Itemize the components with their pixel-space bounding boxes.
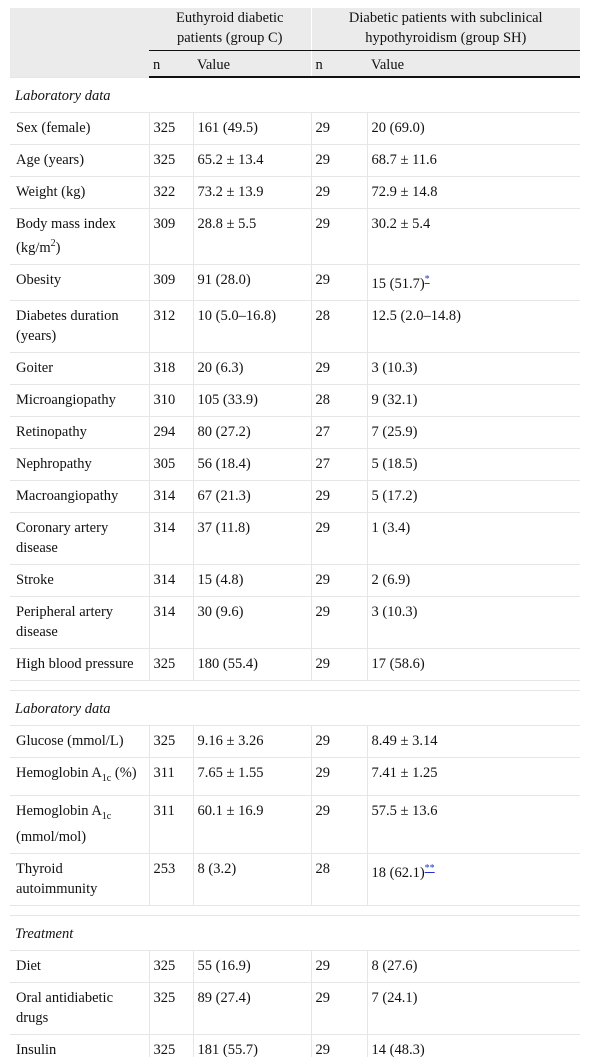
value-cell-c: 91 (28.0) (193, 264, 311, 300)
n-cell-sh: 28 (311, 300, 367, 352)
value-text-sh: 8.49 ± 3.14 (371, 732, 438, 749)
value-text-sh: 72.9 ± 14.8 (371, 184, 438, 200)
spacer-cell (10, 680, 580, 690)
row-label: Macroangiopathy (10, 480, 149, 512)
row-label-suffix: (mmol/mol) (16, 828, 87, 845)
value-cell-c: 10 (5.0–16.8) (193, 300, 311, 352)
value-cell-c: 161 (49.5) (193, 113, 311, 145)
row-label-text: Hemoglobin A (16, 764, 102, 781)
row-label (10, 757, 149, 795)
row-label: Diabetes duration (years) (10, 300, 149, 352)
n-cell-sh: 29 (311, 648, 367, 680)
n-cell-sh: 29 (311, 757, 367, 795)
footnote-link[interactable]: * (424, 273, 430, 285)
table-row (10, 448, 580, 480)
value-cell-c: 28.8 ± 5.5 (193, 209, 311, 265)
n-cell-c: 325 (149, 725, 193, 757)
value-cell-c: 8 (3.2) (193, 853, 311, 905)
n-cell-sh: 27 (311, 448, 367, 480)
row-label (10, 209, 149, 265)
table-row (10, 177, 580, 209)
row-label: Goiter (10, 352, 149, 384)
value-text-sh: 7.41 ± 1.25 (371, 764, 438, 781)
n-cell-c: 294 (149, 416, 193, 448)
value-cell-sh (367, 853, 580, 905)
n-cell-c: 314 (149, 512, 193, 564)
section-title: Treatment (10, 915, 580, 950)
row-label: High blood pressure (10, 648, 149, 680)
n-cell-c: 309 (149, 209, 193, 265)
row-label: Sex (female) (10, 113, 149, 145)
value-text-sh: 3 (10.3) (371, 603, 418, 620)
value-header-sh: Value (367, 51, 580, 78)
value-cell-sh (367, 264, 580, 300)
table-row (10, 384, 580, 416)
value-cell-c: 20 (6.3) (193, 352, 311, 384)
table-row (10, 512, 580, 564)
n-cell-sh: 29 (311, 982, 367, 1034)
value-text-sh: 20 (69.0) (371, 120, 425, 136)
value-text-sh: 5 (18.5) (371, 455, 418, 472)
section-title: Laboratory data (10, 690, 580, 725)
value-text-sh: 9 (32.1) (371, 391, 418, 408)
table-row (10, 950, 580, 982)
row-label-text: Body mass index (kg/m (16, 216, 116, 256)
table-row (10, 300, 580, 352)
group-sh-header: Diabetic patients with subclinical hypothyroidism (group SH) (311, 8, 580, 51)
value-cell-c: 80 (27.2) (193, 416, 311, 448)
table-body (10, 77, 580, 1057)
table-row (10, 480, 580, 512)
section-row (10, 690, 580, 725)
n-cell-sh: 29 (311, 795, 367, 853)
patient-characteristics-table (10, 8, 580, 1057)
value-text-sh: 15 (51.7) (371, 275, 425, 292)
section-spacer (10, 905, 580, 915)
value-text-sh: 68.7 ± 11.6 (371, 152, 437, 168)
value-cell-sh (367, 416, 580, 448)
value-text-sh: 17 (58.6) (371, 655, 425, 672)
value-cell-sh (367, 113, 580, 145)
spacer-cell (10, 905, 580, 915)
table-row (10, 113, 580, 145)
value-cell-c: 89 (27.4) (193, 982, 311, 1034)
row-label: Thyroid autoimmunity (10, 853, 149, 905)
n-cell-sh: 29 (311, 512, 367, 564)
value-text-sh: 30.2 ± 5.4 (371, 216, 431, 232)
value-cell-sh (367, 757, 580, 795)
section-row (10, 915, 580, 950)
n-cell-sh: 29 (311, 950, 367, 982)
table-row (10, 648, 580, 680)
n-cell-c: 305 (149, 448, 193, 480)
n-cell-sh: 29 (311, 352, 367, 384)
row-label: Stroke (10, 564, 149, 596)
value-cell-sh (367, 795, 580, 853)
value-cell-sh (367, 950, 580, 982)
section-title: Laboratory data (10, 77, 580, 113)
table-row (10, 982, 580, 1034)
table-row (10, 853, 580, 905)
n-cell-c: 311 (149, 795, 193, 853)
value-cell-c: 180 (55.4) (193, 648, 311, 680)
table-header (10, 8, 580, 77)
n-cell-c: 325 (149, 113, 193, 145)
n-cell-c: 325 (149, 648, 193, 680)
row-label: Weight (kg) (10, 177, 149, 209)
n-cell-c: 325 (149, 950, 193, 982)
value-text-sh: 57.5 ± 13.6 (371, 802, 438, 819)
value-cell-c: 67 (21.3) (193, 480, 311, 512)
value-cell-c: 55 (16.9) (193, 950, 311, 982)
row-label: Retinopathy (10, 416, 149, 448)
n-cell-sh: 29 (311, 480, 367, 512)
value-text-sh: 8 (27.6) (371, 957, 418, 974)
n-cell-c: 325 (149, 1034, 193, 1057)
value-cell-sh (367, 725, 580, 757)
n-cell-c: 314 (149, 596, 193, 648)
n-header-c: n (149, 51, 193, 78)
value-cell-sh (367, 1034, 580, 1057)
value-cell-c: 73.2 ± 13.9 (193, 177, 311, 209)
value-cell-sh (367, 177, 580, 209)
n-cell-sh: 29 (311, 113, 367, 145)
value-cell-c: 65.2 ± 13.4 (193, 145, 311, 177)
table-row (10, 795, 580, 853)
table-row (10, 596, 580, 648)
value-header-c: Value (193, 51, 311, 78)
value-cell-c: 56 (18.4) (193, 448, 311, 480)
n-cell-sh: 29 (311, 145, 367, 177)
row-label: Nephropathy (10, 448, 149, 480)
header-blank-cell (10, 8, 149, 77)
n-cell-c: 322 (149, 177, 193, 209)
n-cell-sh: 28 (311, 853, 367, 905)
value-text-sh: 18 (62.1) (371, 864, 425, 881)
value-cell-sh (367, 596, 580, 648)
group-c-header: Euthyroid diabetic patients (group C) (149, 8, 311, 51)
row-label-superscript: 2 (50, 238, 56, 249)
table-row (10, 416, 580, 448)
value-cell-sh (367, 564, 580, 596)
n-cell-sh: 29 (311, 177, 367, 209)
section-spacer (10, 680, 580, 690)
row-label: Obesity (10, 264, 149, 300)
n-cell-c: 314 (149, 564, 193, 596)
row-label-subscript: 1c (101, 772, 112, 784)
value-cell-sh (367, 300, 580, 352)
table-row (10, 209, 580, 265)
table-row (10, 264, 580, 300)
value-cell-c: 30 (9.6) (193, 596, 311, 648)
value-cell-sh (367, 480, 580, 512)
value-cell-c: 7.65 ± 1.55 (193, 757, 311, 795)
value-cell-c: 60.1 ± 16.9 (193, 795, 311, 853)
value-text-sh: 12.5 (2.0–14.8) (371, 307, 461, 324)
row-label: Diet (10, 950, 149, 982)
table-row (10, 757, 580, 795)
value-cell-c: 15 (4.8) (193, 564, 311, 596)
value-cell-sh (367, 352, 580, 384)
row-label (10, 795, 149, 853)
value-text-sh: 3 (10.3) (371, 359, 418, 376)
table-row (10, 145, 580, 177)
value-cell-sh (367, 448, 580, 480)
n-cell-c: 314 (149, 480, 193, 512)
n-cell-c: 309 (149, 264, 193, 300)
table-row (10, 725, 580, 757)
value-cell-sh (367, 209, 580, 265)
value-cell-c: 37 (11.8) (193, 512, 311, 564)
n-cell-sh: 29 (311, 264, 367, 300)
n-cell-c: 310 (149, 384, 193, 416)
row-label-suffix: (%) (111, 764, 137, 781)
value-text-sh: 14 (48.3) (371, 1041, 425, 1057)
row-label-text: Hemoglobin A (16, 802, 102, 819)
row-label-suffix: ) (55, 239, 61, 256)
row-label: Insulin (10, 1034, 149, 1057)
value-text-sh: 2 (6.9) (371, 571, 411, 588)
n-cell-c: 325 (149, 145, 193, 177)
row-label-subscript: 1c (101, 810, 112, 822)
value-cell-sh (367, 982, 580, 1034)
value-text-sh: 7 (25.9) (371, 423, 418, 440)
table-row (10, 564, 580, 596)
value-cell-sh (367, 512, 580, 564)
row-label: Peripheral artery disease (10, 596, 149, 648)
n-cell-sh: 29 (311, 564, 367, 596)
n-cell-c: 253 (149, 853, 193, 905)
n-header-sh: n (311, 51, 367, 78)
n-cell-sh: 29 (311, 725, 367, 757)
n-cell-sh: 29 (311, 596, 367, 648)
table-row (10, 352, 580, 384)
value-text-sh: 7 (24.1) (371, 989, 418, 1006)
value-cell-c: 105 (33.9) (193, 384, 311, 416)
value-cell-c: 181 (55.7) (193, 1034, 311, 1057)
row-label: Age (years) (10, 145, 149, 177)
row-label: Oral antidiabetic drugs (10, 982, 149, 1034)
value-cell-c: 9.16 ± 3.26 (193, 725, 311, 757)
n-cell-sh: 27 (311, 416, 367, 448)
value-cell-sh (367, 145, 580, 177)
footnote-link[interactable]: ** (424, 862, 435, 874)
n-cell-c: 325 (149, 982, 193, 1034)
value-cell-sh (367, 648, 580, 680)
section-row (10, 77, 580, 113)
value-cell-sh (367, 384, 580, 416)
value-text-sh: 1 (3.4) (371, 519, 411, 536)
table-row (10, 1034, 580, 1057)
n-cell-c: 312 (149, 300, 193, 352)
row-label: Glucose (mmol/L) (10, 725, 149, 757)
n-cell-sh: 29 (311, 1034, 367, 1057)
n-cell-sh: 28 (311, 384, 367, 416)
n-cell-c: 318 (149, 352, 193, 384)
row-label: Microangiopathy (10, 384, 149, 416)
n-cell-c: 311 (149, 757, 193, 795)
row-label: Coronary artery disease (10, 512, 149, 564)
value-text-sh: 5 (17.2) (371, 487, 418, 504)
n-cell-sh: 29 (311, 209, 367, 265)
